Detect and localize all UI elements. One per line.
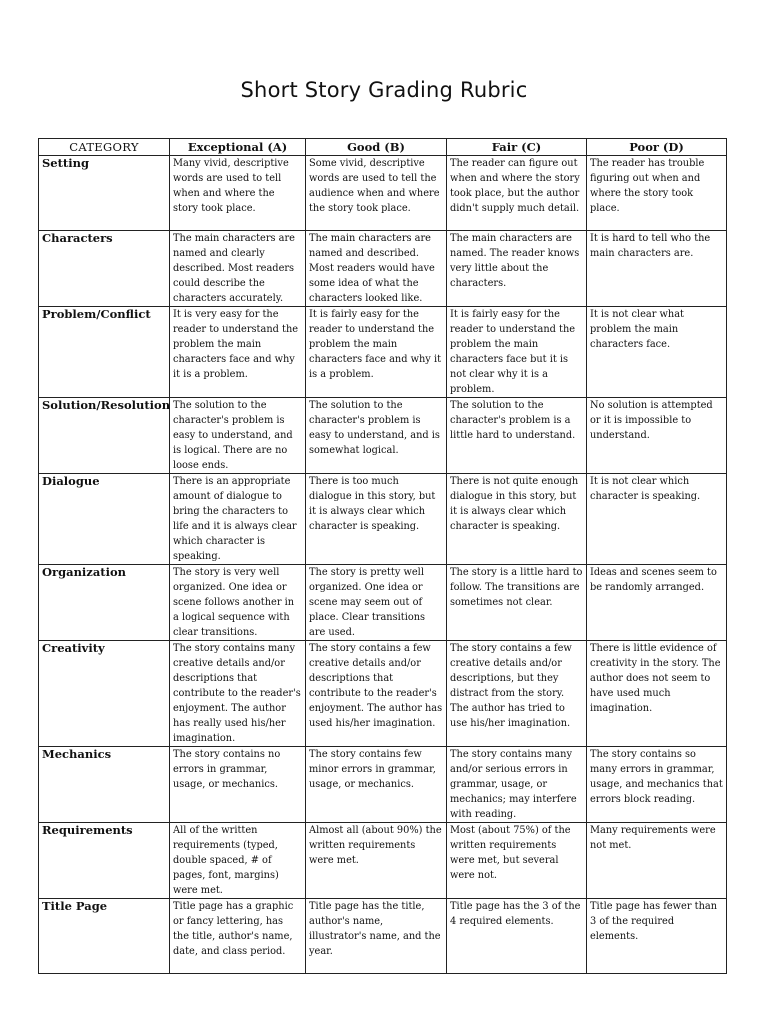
criterion-exceptional: All of the written requirements (typed, double spaced, # of pages, font, margins) were met. [170,823,306,899]
criterion-poor: Many requirements were not met. [587,823,727,899]
criterion-good: Almost all (about 90%) the written requirements were met. [306,823,447,899]
header-row [39,139,727,156]
criterion-exceptional: The main characters are named and clearly described. Most readers could describe the characters accurately. [170,231,306,307]
category-label: Title Page [39,899,170,974]
rubric-row [39,823,727,899]
criterion-exceptional: Title page has a graphic or fancy lettering, has the title, author's name, date, and class period. [170,899,306,974]
rubric-row [39,641,727,747]
criterion-exceptional: The solution to the character's problem is easy to understand, and is logical. There are no loose ends. [170,398,306,474]
criterion-good: There is too much dialogue in this story, but it is always clear which character is speaking. [306,474,447,565]
criterion-exceptional: Many vivid, descriptive words are used to tell when and where the story took place. [170,156,306,231]
level-header-good: Good (B) [306,139,447,156]
category-label: Creativity [39,641,170,747]
criterion-poor: Ideas and scenes seem to be randomly arranged. [587,565,727,641]
category-label: Setting [39,156,170,231]
criterion-fair: The story contains a few creative details and/or descriptions, but they distract from the story. The author has tried to use his/her imagination. [447,641,587,747]
rubric-row [39,899,727,974]
criterion-good: The story is pretty well organized. One idea or scene may seem out of place. Clear transitions are used. [306,565,447,641]
criterion-fair: It is fairly easy for the reader to understand the problem the main characters face but it is not clear why it is a problem. [447,307,587,398]
criterion-fair: The solution to the character's problem is a little hard to understand. [447,398,587,474]
page-title: Short Story Grading Rubric [240,78,528,102]
rubric-row [39,565,727,641]
criterion-poor: The story contains so many errors in grammar, usage, and mechanics that errors block reading. [587,747,727,823]
criterion-exceptional: The story contains no errors in grammar, usage, or mechanics. [170,747,306,823]
criterion-poor: No solution is attempted or it is impossible to understand. [587,398,727,474]
criterion-fair: There is not quite enough dialogue in this story, but it is always clear which character is speaking. [447,474,587,565]
rubric-row [39,398,727,474]
category-label: Organization [39,565,170,641]
category-label: Characters [39,231,170,307]
criterion-poor: Title page has fewer than 3 of the required elements. [587,899,727,974]
criterion-poor: It is not clear which character is speaking. [587,474,727,565]
criterion-fair: The story is a little hard to follow. The transitions are sometimes not clear. [447,565,587,641]
category-label: Solution/Resolution [39,398,170,474]
criterion-poor: The reader has trouble figuring out when and where the story took place. [587,156,727,231]
category-label: Requirements [39,823,170,899]
rubric-row [39,307,727,398]
criterion-good: Title page has the title, author's name, illustrator's name, and the year. [306,899,447,974]
criterion-fair: The main characters are named. The reader knows very little about the characters. [447,231,587,307]
criterion-exceptional: There is an appropriate amount of dialogue to bring the characters to life and it is always clear which character is speaking. [170,474,306,565]
criterion-fair: Most (about 75%) of the written requirements were met, but several were not. [447,823,587,899]
criterion-poor: It is hard to tell who the main characters are. [587,231,727,307]
criterion-good: Some vivid, descriptive words are used to tell the audience when and where the story took place. [306,156,447,231]
criterion-good: The story contains few minor errors in grammar, usage, or mechanics. [306,747,447,823]
category-label: Problem/Conflict [39,307,170,398]
criterion-good: The story contains a few creative details and/or descriptions that contribute to the reader's enjoyment. The author has used his/her imagination. [306,641,447,747]
level-header-fair: Fair (C) [447,139,587,156]
criterion-fair: The reader can figure out when and where the story took place, but the author didn't supply much detail. [447,156,587,231]
criterion-exceptional: The story is very well organized. One idea or scene follows another in a logical sequence with clear transitions. [170,565,306,641]
rubric-row [39,231,727,307]
category-label: Dialogue [39,474,170,565]
rubric-row [39,474,727,565]
category-label: Mechanics [39,747,170,823]
rubric-row [39,156,727,231]
criterion-good: It is fairly easy for the reader to understand the problem the main characters face and why it is a problem. [306,307,447,398]
criterion-poor: There is little evidence of creativity in the story. The author does not seem to have used much imagination. [587,641,727,747]
grading-rubric-table [38,138,727,974]
criterion-good: The solution to the character's problem is easy to understand, and is somewhat logical. [306,398,447,474]
level-header-exceptional: Exceptional (A) [170,139,306,156]
level-header-poor: Poor (D) [587,139,727,156]
criterion-exceptional: It is very easy for the reader to understand the problem the main characters face and why it is a problem. [170,307,306,398]
criterion-good: The main characters are named and described. Most readers would have some idea of what the characters looked like. [306,231,447,307]
criterion-poor: It is not clear what problem the main characters face. [587,307,727,398]
criterion-fair: The story contains many and/or serious errors in grammar, usage, or mechanics; may interfere with reading. [447,747,587,823]
rubric-row [39,747,727,823]
category-column-header: CATEGORY [39,139,170,156]
criterion-fair: Title page has the 3 of the 4 required elements. [447,899,587,974]
criterion-exceptional: The story contains many creative details and/or descriptions that contribute to the reader's enjoyment. The author has really used his/her imagination. [170,641,306,747]
